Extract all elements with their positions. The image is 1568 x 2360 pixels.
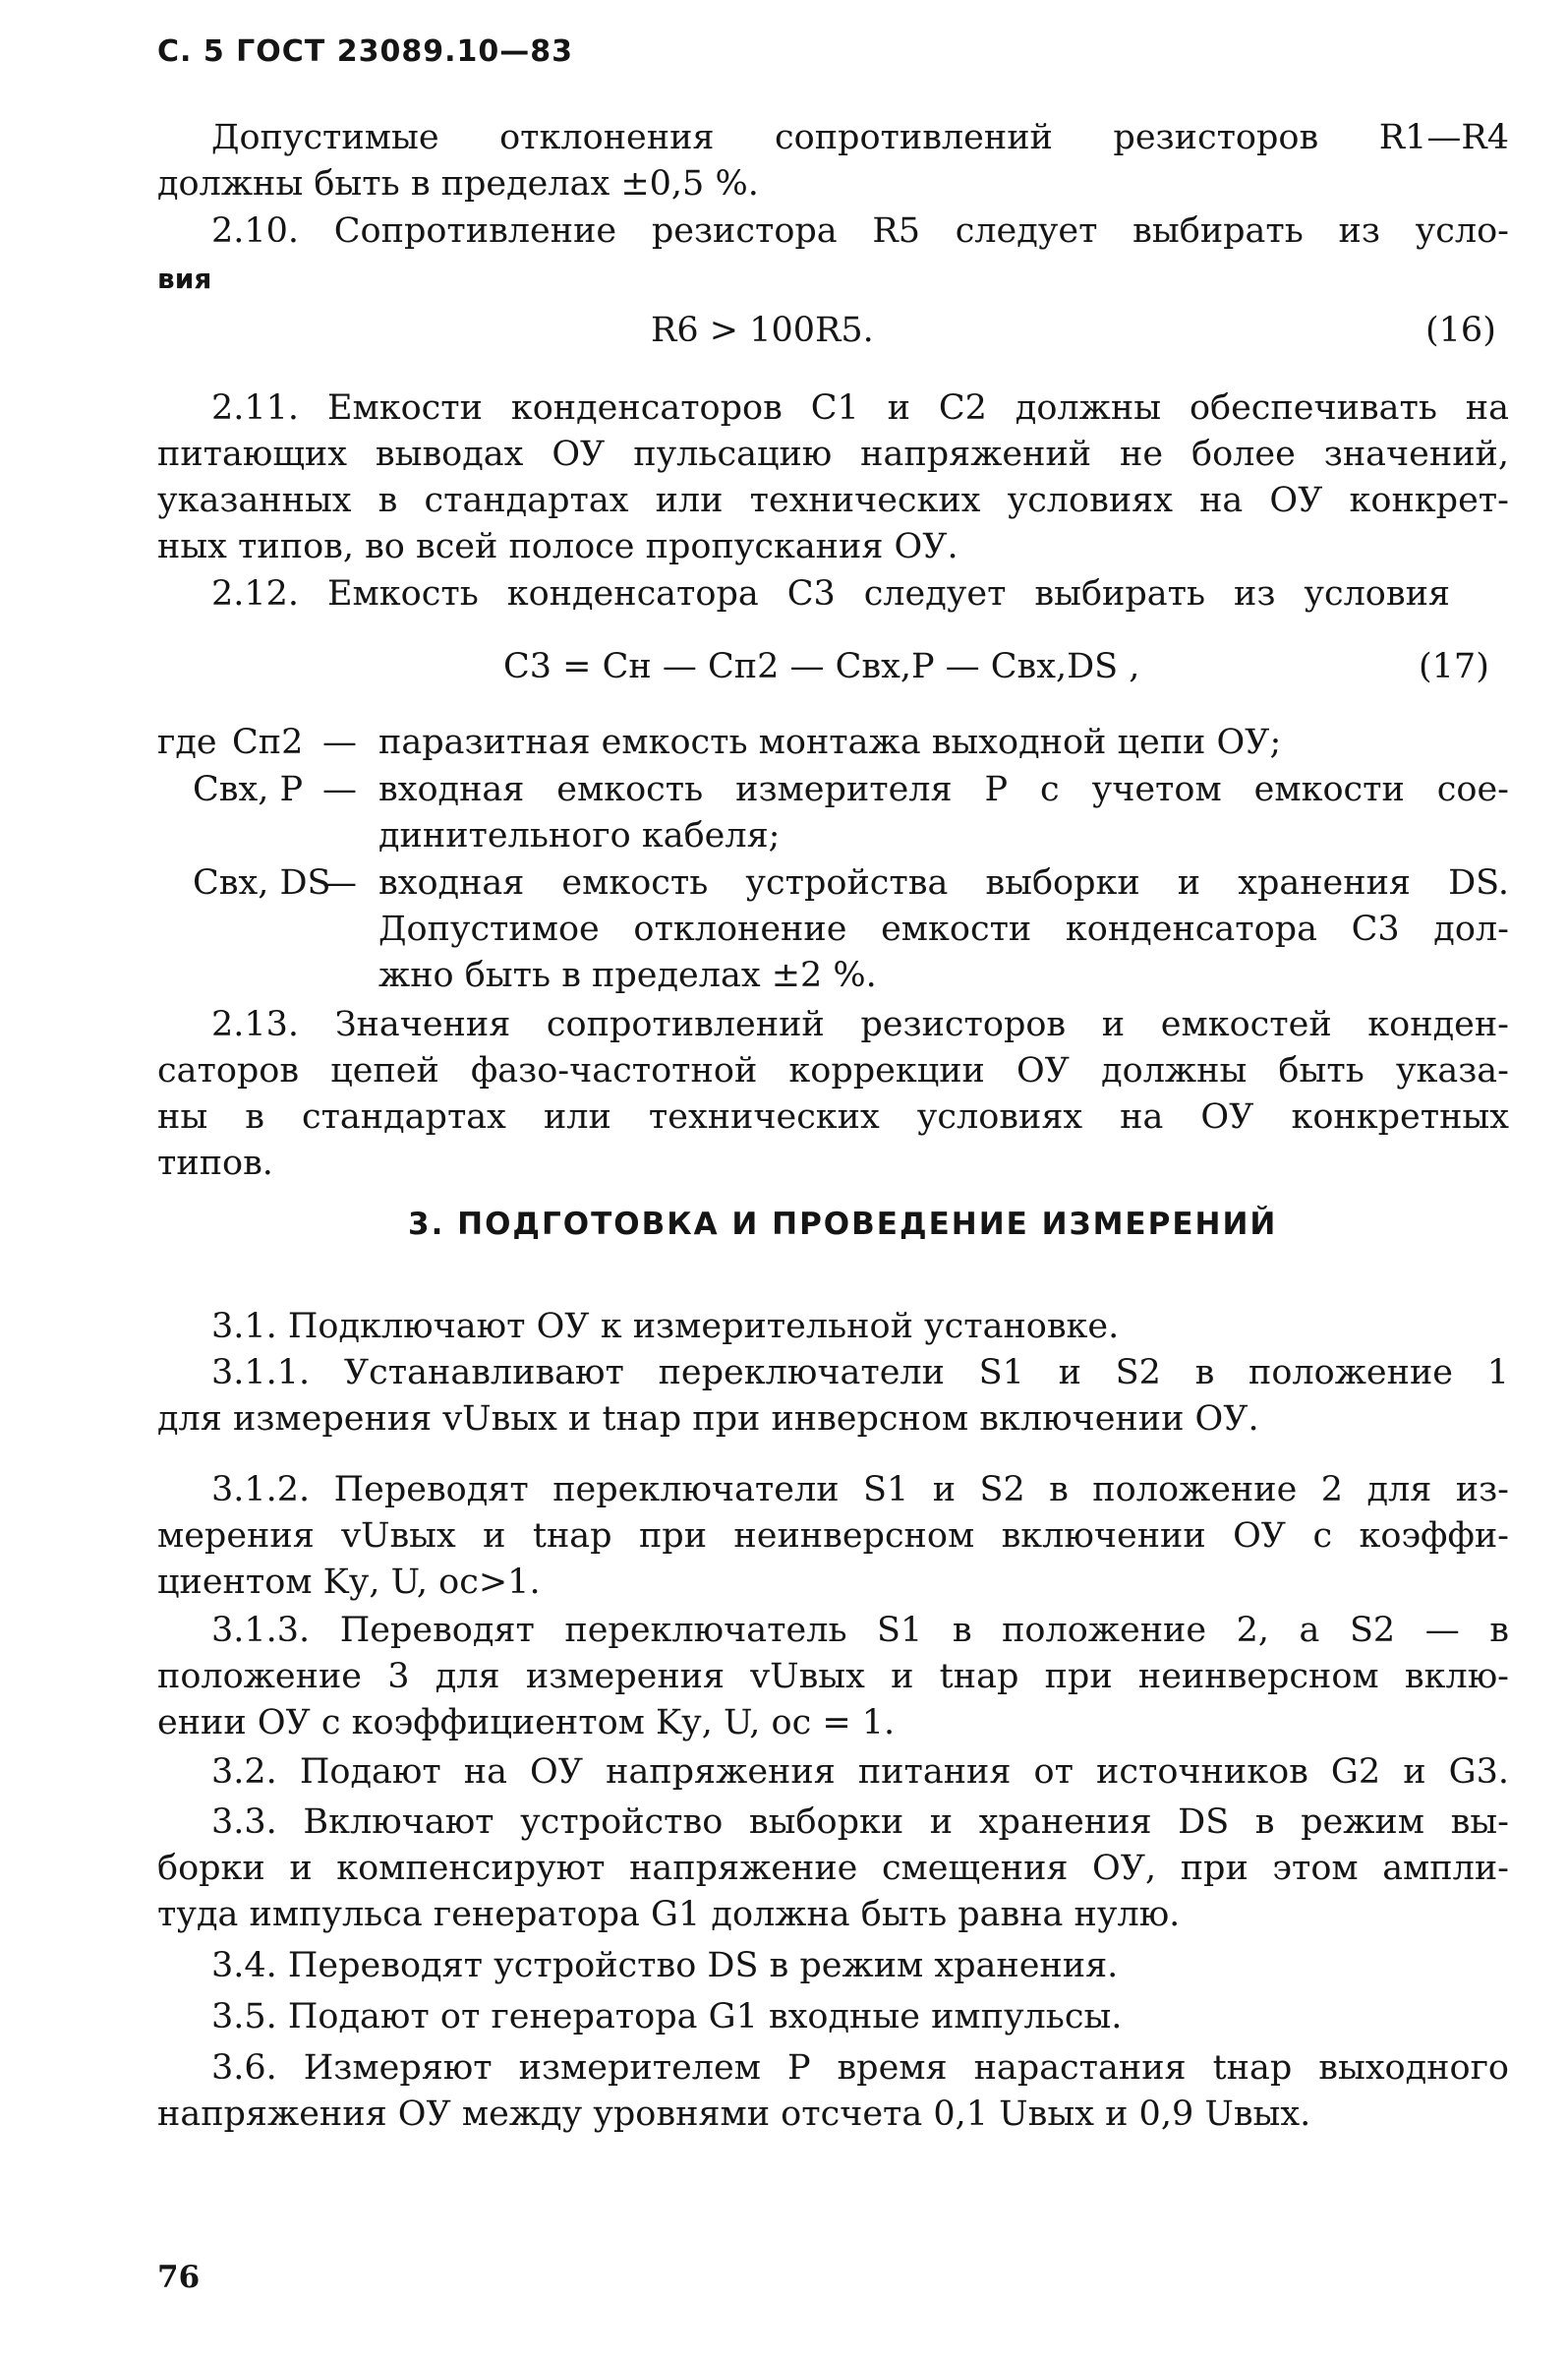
- where-def-3: входная емкость устройства выборки и хранения DS.: [378, 863, 1509, 903]
- text-line-28: ении ОУ с коэффициентом Kу, U, ос = 1.: [157, 1703, 896, 1742]
- where-def-1: паразитная емкость монтажа выходной цепи ОУ;: [378, 723, 1282, 762]
- text-line-23: 3.1.2. Переводят переключатели S1 и S2 в положение 2 для из-: [211, 1470, 1509, 1509]
- text-line-5: 2.11. Емкости конденсаторов C1 и C2 должны обеспечивать на: [211, 388, 1509, 428]
- text-line-27: положение 3 для измерения vUвых и tнар при неинверсном вклю-: [157, 1657, 1509, 1696]
- text-line-36: напряжения ОУ между уровнями отсчета 0,1 Uвых и 0,9 Uвых.: [157, 2094, 1311, 2134]
- text-line-34: 3.5. Подают от генератора G1 входные импульсы.: [211, 1997, 1123, 2036]
- page-header: С. 5 ГОСТ 23089.10—83: [157, 34, 573, 69]
- text-line-20: 3.1. Подключают ОУ к измерительной установке.: [211, 1307, 1120, 1346]
- text-line-2: должны быть в пределах ±0,5 %.: [157, 164, 759, 204]
- text-line-6: питающих выводах ОУ пульсацию напряжений не более значений,: [157, 435, 1509, 474]
- equation-16: R6 > 100R5.: [651, 311, 874, 350]
- text-line-26: 3.1.3. Переводят переключатель S1 в положение 2, а S2 — в: [211, 1611, 1509, 1650]
- where-def-3-end: жно быть в пределах ±2 %.: [378, 956, 877, 995]
- text-line-3: 2.10. Сопротивление резистора R5 следует выбирать из усло-: [211, 211, 1509, 251]
- where-dash-1: —: [322, 723, 357, 762]
- where-dash-3: —: [322, 863, 357, 903]
- equation-17: C3 = Cн — Cп2 — Cвх,P — Cвх,DS ,: [503, 647, 1140, 686]
- text-line-18: ны в стандартах или технических условиях на ОУ конкретных: [157, 1097, 1509, 1137]
- text-line-29: 3.2. Подают на ОУ напряжения питания от источников G2 и G3.: [211, 1752, 1509, 1792]
- text-line-16: 2.13. Значения сопротивлений резисторов и емкостей конден-: [211, 1005, 1509, 1044]
- text-line-22: для измерения vUвых и tнар при инверсном включении ОУ.: [157, 1399, 1259, 1439]
- text-line-33: 3.4. Переводят устройство DS в режим хранения.: [211, 1946, 1119, 1985]
- text-line-17: саторов цепей фазо-частотной коррекции ОУ должны быть указа-: [157, 1051, 1509, 1091]
- text-line-30: 3.3. Включают устройство выборки и хранения DS в режим вы-: [211, 1802, 1509, 1842]
- where-def-3-cont: Допустимое отклонение емкости конденсатора C3 дол-: [378, 910, 1509, 949]
- text-line-35: 3.6. Измеряют измерителем P время нарастания tнар выходного: [211, 2048, 1509, 2088]
- section-heading: 3. ПОДГОТОВКА И ПРОВЕДЕНИЕ ИЗМЕРЕНИЙ: [408, 1207, 1278, 1242]
- where-intro: где: [157, 723, 217, 762]
- where-def-2: входная емкость измерителя P с учетом емкости сое-: [378, 770, 1509, 809]
- text-line-8: ных типов, во всей полосе пропускания ОУ.: [157, 527, 958, 566]
- page-number: 76: [157, 2260, 201, 2295]
- where-def-2-cont: динительного кабеля;: [378, 816, 781, 856]
- text-line-31: борки и компенсируют напряжение смещения ОУ, при этом ампли-: [157, 1849, 1509, 1888]
- text-line-7: указанных в стандартах или технических условиях на ОУ конкрет-: [157, 481, 1509, 520]
- text-line-21: 3.1.1. Устанавливают переключатели S1 и S2 в положение 1: [211, 1353, 1509, 1392]
- text-line-19: типов.: [157, 1144, 273, 1183]
- where-dash-2: —: [322, 770, 357, 809]
- where-symbol-cvx-p: Cвх, P: [193, 770, 304, 809]
- text-line-1: Допустимые отклонения сопротивлений резисторов R1—R4: [211, 118, 1509, 157]
- text-line-32: туда импульса генератора G1 должна быть равна нулю.: [157, 1895, 1181, 1934]
- text-line-9: 2.12. Емкость конденсатора C3 следует выбирать из условия: [211, 574, 1450, 614]
- where-symbol-cp2: Cп2: [232, 723, 304, 762]
- equation-16-number: (16): [1425, 311, 1496, 350]
- equation-17-number: (17): [1419, 647, 1489, 686]
- where-symbol-cvx-ds: Cвх, DS: [193, 863, 331, 903]
- text-line-25: циентом Kу, U, ос>1.: [157, 1563, 541, 1602]
- text-line-24: мерения vUвых и tнар при неинверсном включении ОУ с коэффи-: [157, 1516, 1509, 1556]
- text-line-4: вия: [157, 263, 212, 295]
